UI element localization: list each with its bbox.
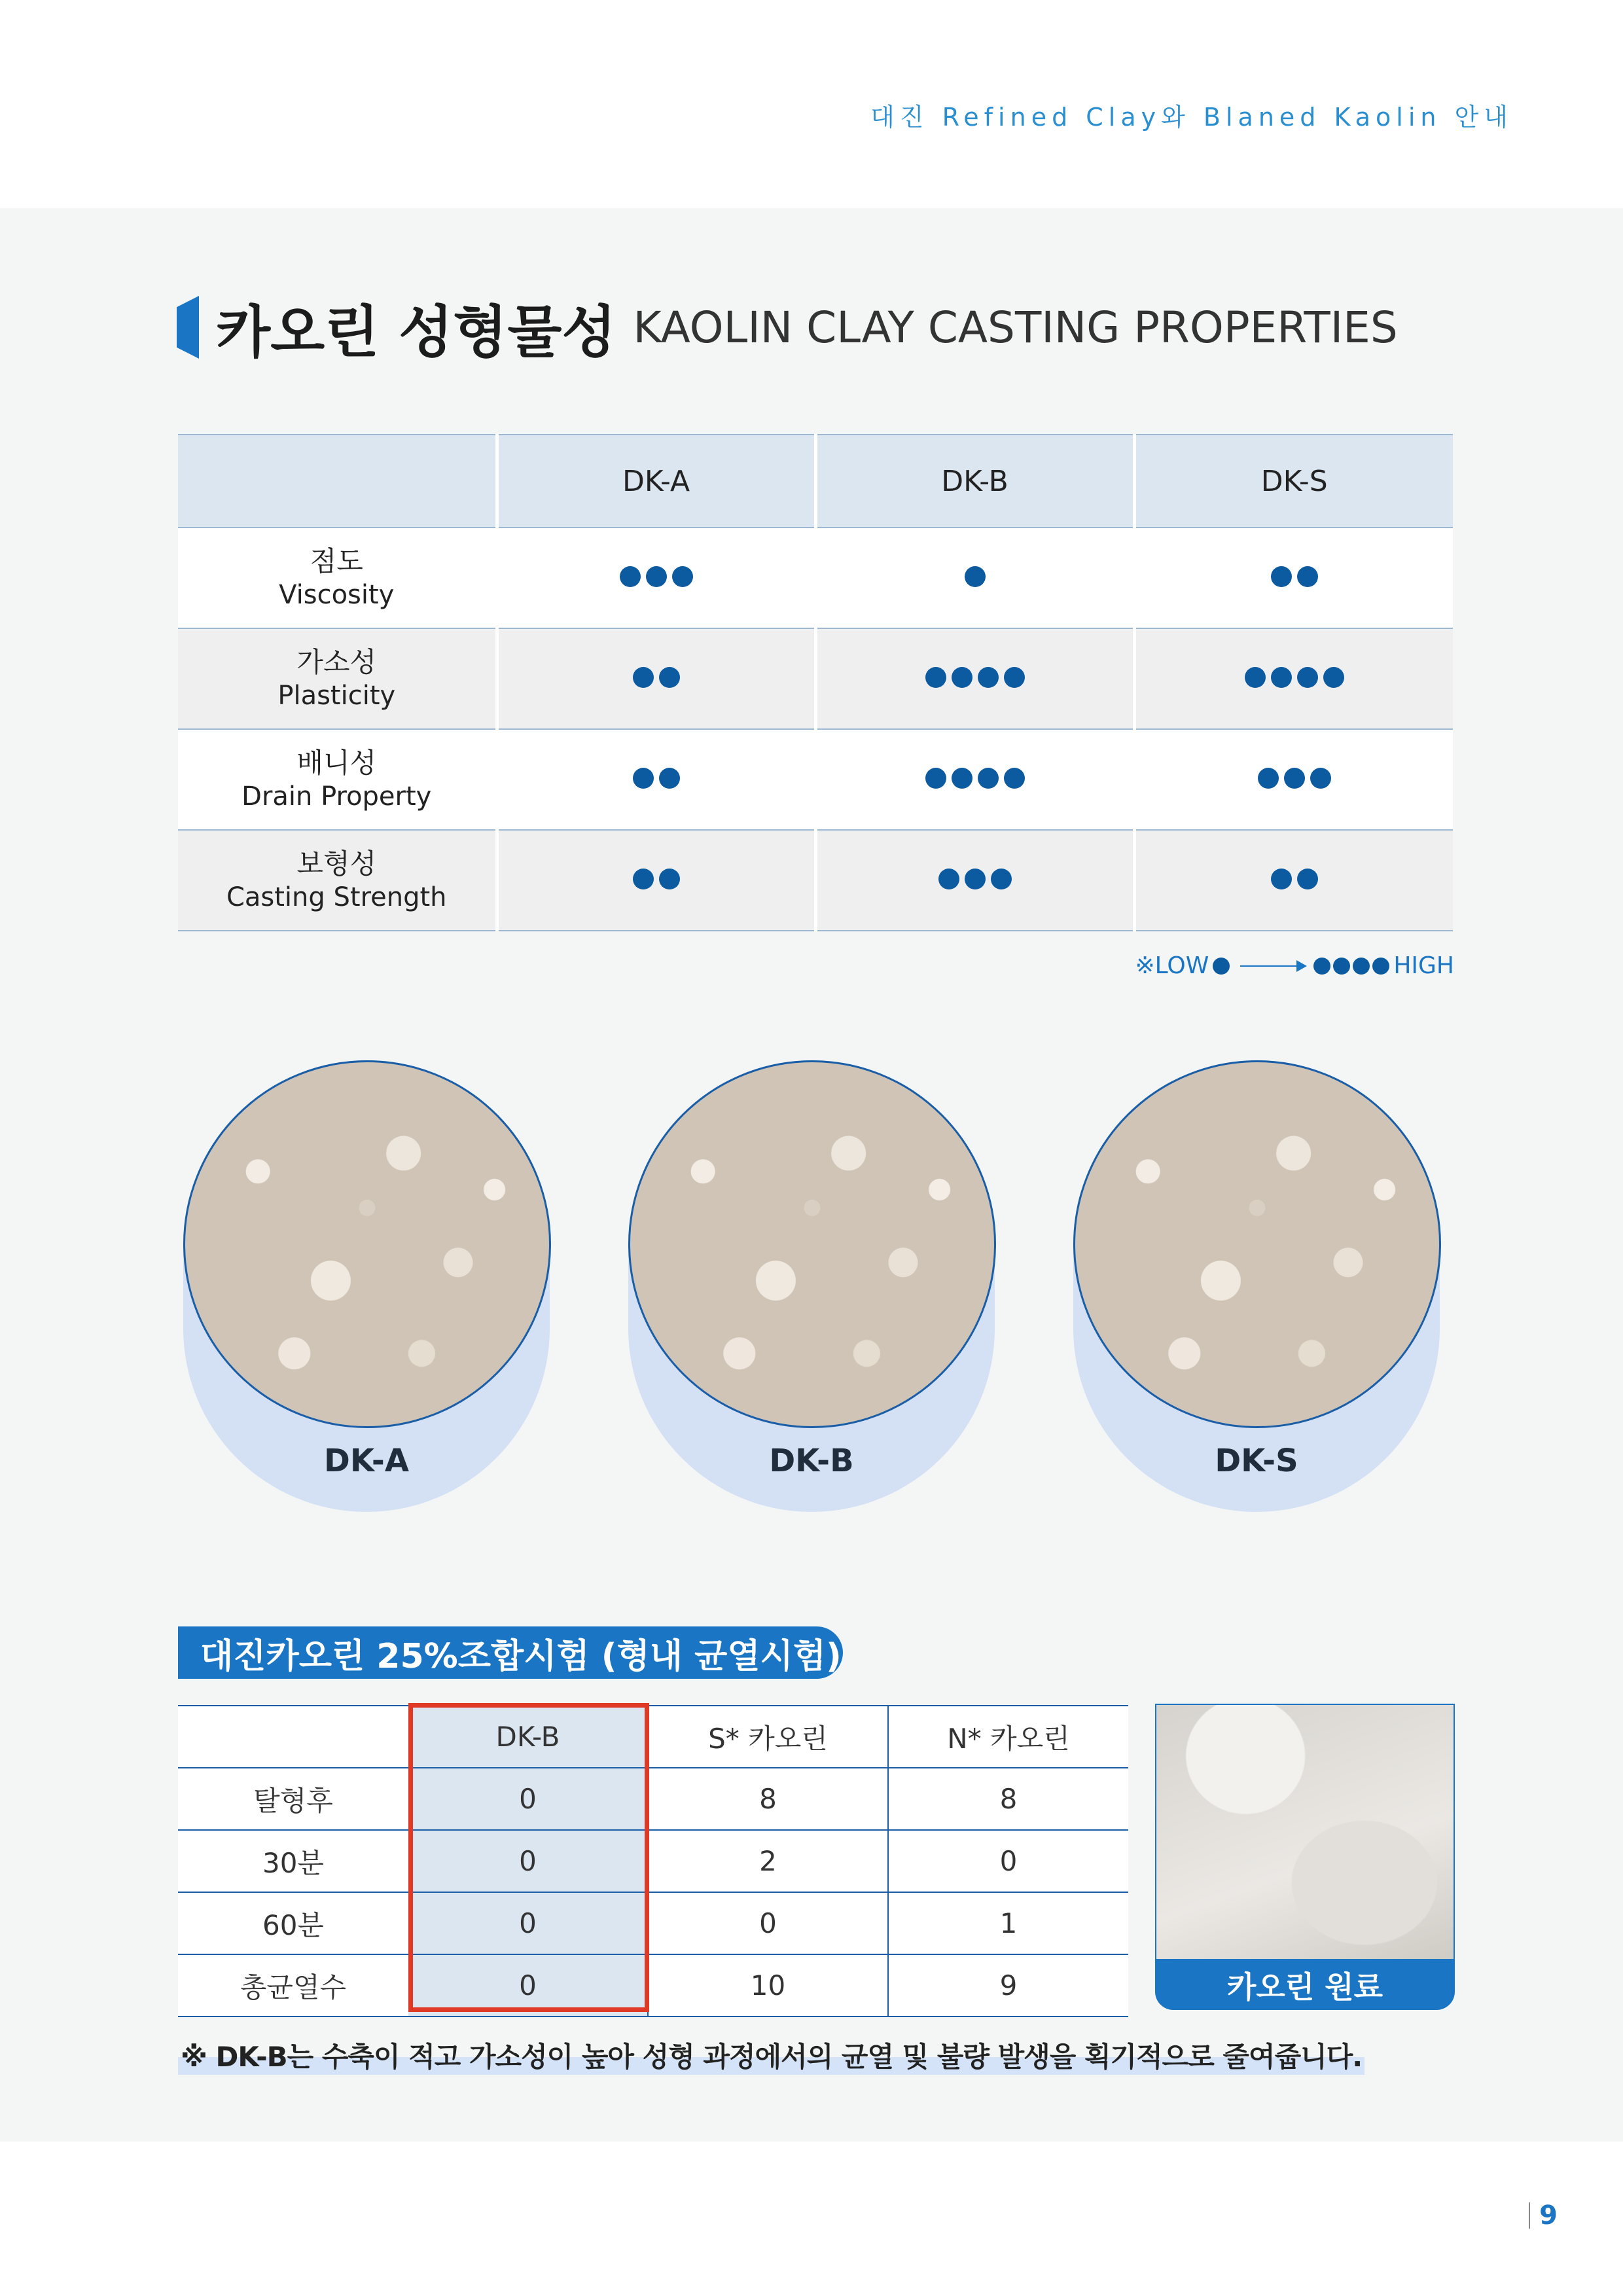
rating-dots [925, 768, 1025, 789]
test-row [178, 1768, 1128, 1830]
test-row-label: 탈형후 [178, 1768, 408, 1830]
rating-dot [1271, 667, 1292, 688]
running-header: 대진 Refined Clay와 Blaned Kaolin 안내 [870, 103, 1513, 132]
rating-dot [1297, 566, 1318, 587]
property-label [178, 729, 497, 830]
legend-dot [1333, 958, 1350, 975]
rating-dot [1297, 869, 1318, 889]
sample-card-dk-s [1073, 1060, 1440, 1512]
property-label [178, 528, 497, 628]
rating-dot [659, 869, 680, 889]
legend-high-label: HIGH [1393, 952, 1454, 979]
test-cell: 8 [648, 1768, 888, 1830]
rating-cell [1134, 628, 1453, 729]
raw-material-caption: 카오린 원료 [1226, 1969, 1383, 2005]
rating-cell [815, 830, 1134, 931]
sample-card-dk-b [628, 1060, 995, 1512]
sample-label: DK-A [324, 1443, 409, 1479]
raw-material-card [1155, 1704, 1455, 2010]
test-cell: 0 [408, 1954, 648, 2017]
rating-dot [1271, 566, 1292, 587]
test-cell: 1 [888, 1892, 1128, 1954]
rating-cell [497, 729, 815, 830]
test-cell: 2 [648, 1830, 888, 1892]
rating-dot [633, 768, 654, 789]
test-cell: 8 [888, 1768, 1128, 1830]
clay-photo [183, 1060, 551, 1428]
rating-cell [1134, 729, 1453, 830]
footnote: ※ DK-B는 수축이 적고 가소성이 높아 성형 과정에서의 균열 및 불량 발생을 획기적으로 줄여줍니다. [178, 2036, 1364, 2075]
property-name-en: Viscosity [279, 580, 395, 610]
legend-dot [1313, 958, 1330, 975]
column-header: DK-S [1134, 435, 1453, 528]
rating-dot [659, 768, 680, 789]
crack-test-table [178, 1705, 1128, 2017]
rating-cell [815, 528, 1134, 628]
property-row [178, 628, 1453, 729]
property-name-en: Plasticity [277, 681, 396, 711]
section-title [177, 291, 1398, 363]
rating-cell [815, 729, 1134, 830]
rating-dots [633, 768, 680, 789]
rating-dots [633, 667, 680, 688]
test-column-header: S* 카오린 [648, 1706, 888, 1768]
test-cell: 9 [888, 1954, 1128, 2017]
section-title-en: KAOLIN CLAY CASTING PROPERTIES [633, 302, 1398, 353]
property-name-ko: 배니성 [296, 747, 377, 779]
legend-dot [1353, 958, 1370, 975]
property-label [178, 628, 497, 729]
rating-dot [978, 768, 999, 789]
rating-dots [1245, 667, 1344, 688]
rating-dot [1284, 768, 1305, 789]
properties-header-row [178, 435, 1453, 528]
rating-dot [978, 667, 999, 688]
property-row [178, 830, 1453, 931]
test-row-label: 30분 [178, 1830, 408, 1892]
test-section-title: 대진카오린 25%조합시험 (형내 균열시험) [178, 1626, 843, 1679]
section-title-ko: 카오린 성형물성 [216, 300, 616, 365]
page-number-value: 9 [1539, 2200, 1558, 2231]
test-cell: 0 [408, 1768, 648, 1830]
property-name-ko: 가소성 [296, 646, 377, 678]
sample-label: DK-B [769, 1443, 854, 1479]
rating-dots [620, 566, 693, 587]
legend-dot [1213, 958, 1230, 975]
rating-dots [925, 667, 1025, 688]
test-cell: 0 [648, 1892, 888, 1954]
rating-dot [1310, 768, 1331, 789]
test-row [178, 1954, 1128, 2017]
rating-dot [1297, 667, 1318, 688]
property-row [178, 729, 1453, 830]
rating-dot [925, 667, 946, 688]
test-header-row [178, 1706, 1128, 1768]
header-blank-cell [178, 435, 497, 528]
title-tab-marker [177, 296, 199, 359]
sample-card-dk-a [183, 1060, 550, 1512]
rating-dots [633, 869, 680, 889]
rating-dots [1271, 566, 1318, 587]
rating-dots [965, 566, 986, 587]
sample-label: DK-S [1215, 1443, 1298, 1479]
raw-kaolin-photo [1155, 1704, 1455, 1960]
page-number [1529, 2200, 1558, 2231]
rating-dot [672, 566, 693, 587]
test-row [178, 1892, 1128, 1954]
rating-dot [1323, 667, 1344, 688]
property-name-ko: 점도 [310, 545, 363, 577]
property-name-en: Casting Strength [226, 882, 447, 912]
test-column-header: N* 카오린 [888, 1706, 1128, 1768]
rating-dot [1245, 667, 1266, 688]
properties-table [178, 434, 1453, 931]
legend-dots-high [1313, 958, 1389, 975]
test-cell: 10 [648, 1954, 888, 2017]
legend-dot [1372, 958, 1389, 975]
rating-dot [1004, 768, 1025, 789]
test-row-label: 60분 [178, 1892, 408, 1954]
clay-photo [628, 1060, 996, 1428]
rating-dot [1258, 768, 1279, 789]
test-cell: 0 [408, 1892, 648, 1954]
rating-cell [815, 628, 1134, 729]
test-cell: 0 [888, 1830, 1128, 1892]
rating-dots [1271, 869, 1318, 889]
rating-dot [646, 566, 667, 587]
clay-photo [1073, 1060, 1441, 1428]
test-column-header: DK-B [408, 1706, 648, 1768]
legend-low-label: ※LOW [1135, 952, 1209, 979]
rating-dot [633, 667, 654, 688]
rating-dot [938, 869, 959, 889]
rating-dot [965, 566, 986, 587]
rating-dot [925, 768, 946, 789]
property-label [178, 830, 497, 931]
property-name-en: Drain Property [241, 781, 432, 812]
rating-dot [633, 869, 654, 889]
rating-cell [497, 528, 815, 628]
rating-dot [965, 869, 986, 889]
property-row [178, 528, 1453, 628]
test-row [178, 1830, 1128, 1892]
rating-dot [991, 869, 1012, 889]
test-column-header [178, 1706, 408, 1768]
rating-cell [1134, 528, 1453, 628]
arrow-right-icon [1240, 965, 1306, 967]
rating-dot [620, 566, 641, 587]
rating-cell [497, 830, 815, 931]
test-row-label: 총균열수 [178, 1954, 408, 2017]
column-header: DK-B [815, 435, 1134, 528]
property-name-ko: 보형성 [296, 848, 377, 880]
rating-cell [497, 628, 815, 729]
rating-legend [1135, 952, 1454, 979]
rating-dot [1271, 869, 1292, 889]
rating-dot [1004, 667, 1025, 688]
rating-dot [659, 667, 680, 688]
rating-dots [938, 869, 1012, 889]
test-cell: 0 [408, 1830, 648, 1892]
rating-dot [952, 768, 972, 789]
rating-cell [1134, 830, 1453, 931]
rating-dot [952, 667, 972, 688]
rating-dots [1258, 768, 1331, 789]
page-divider [1529, 2202, 1530, 2229]
column-header: DK-A [497, 435, 815, 528]
